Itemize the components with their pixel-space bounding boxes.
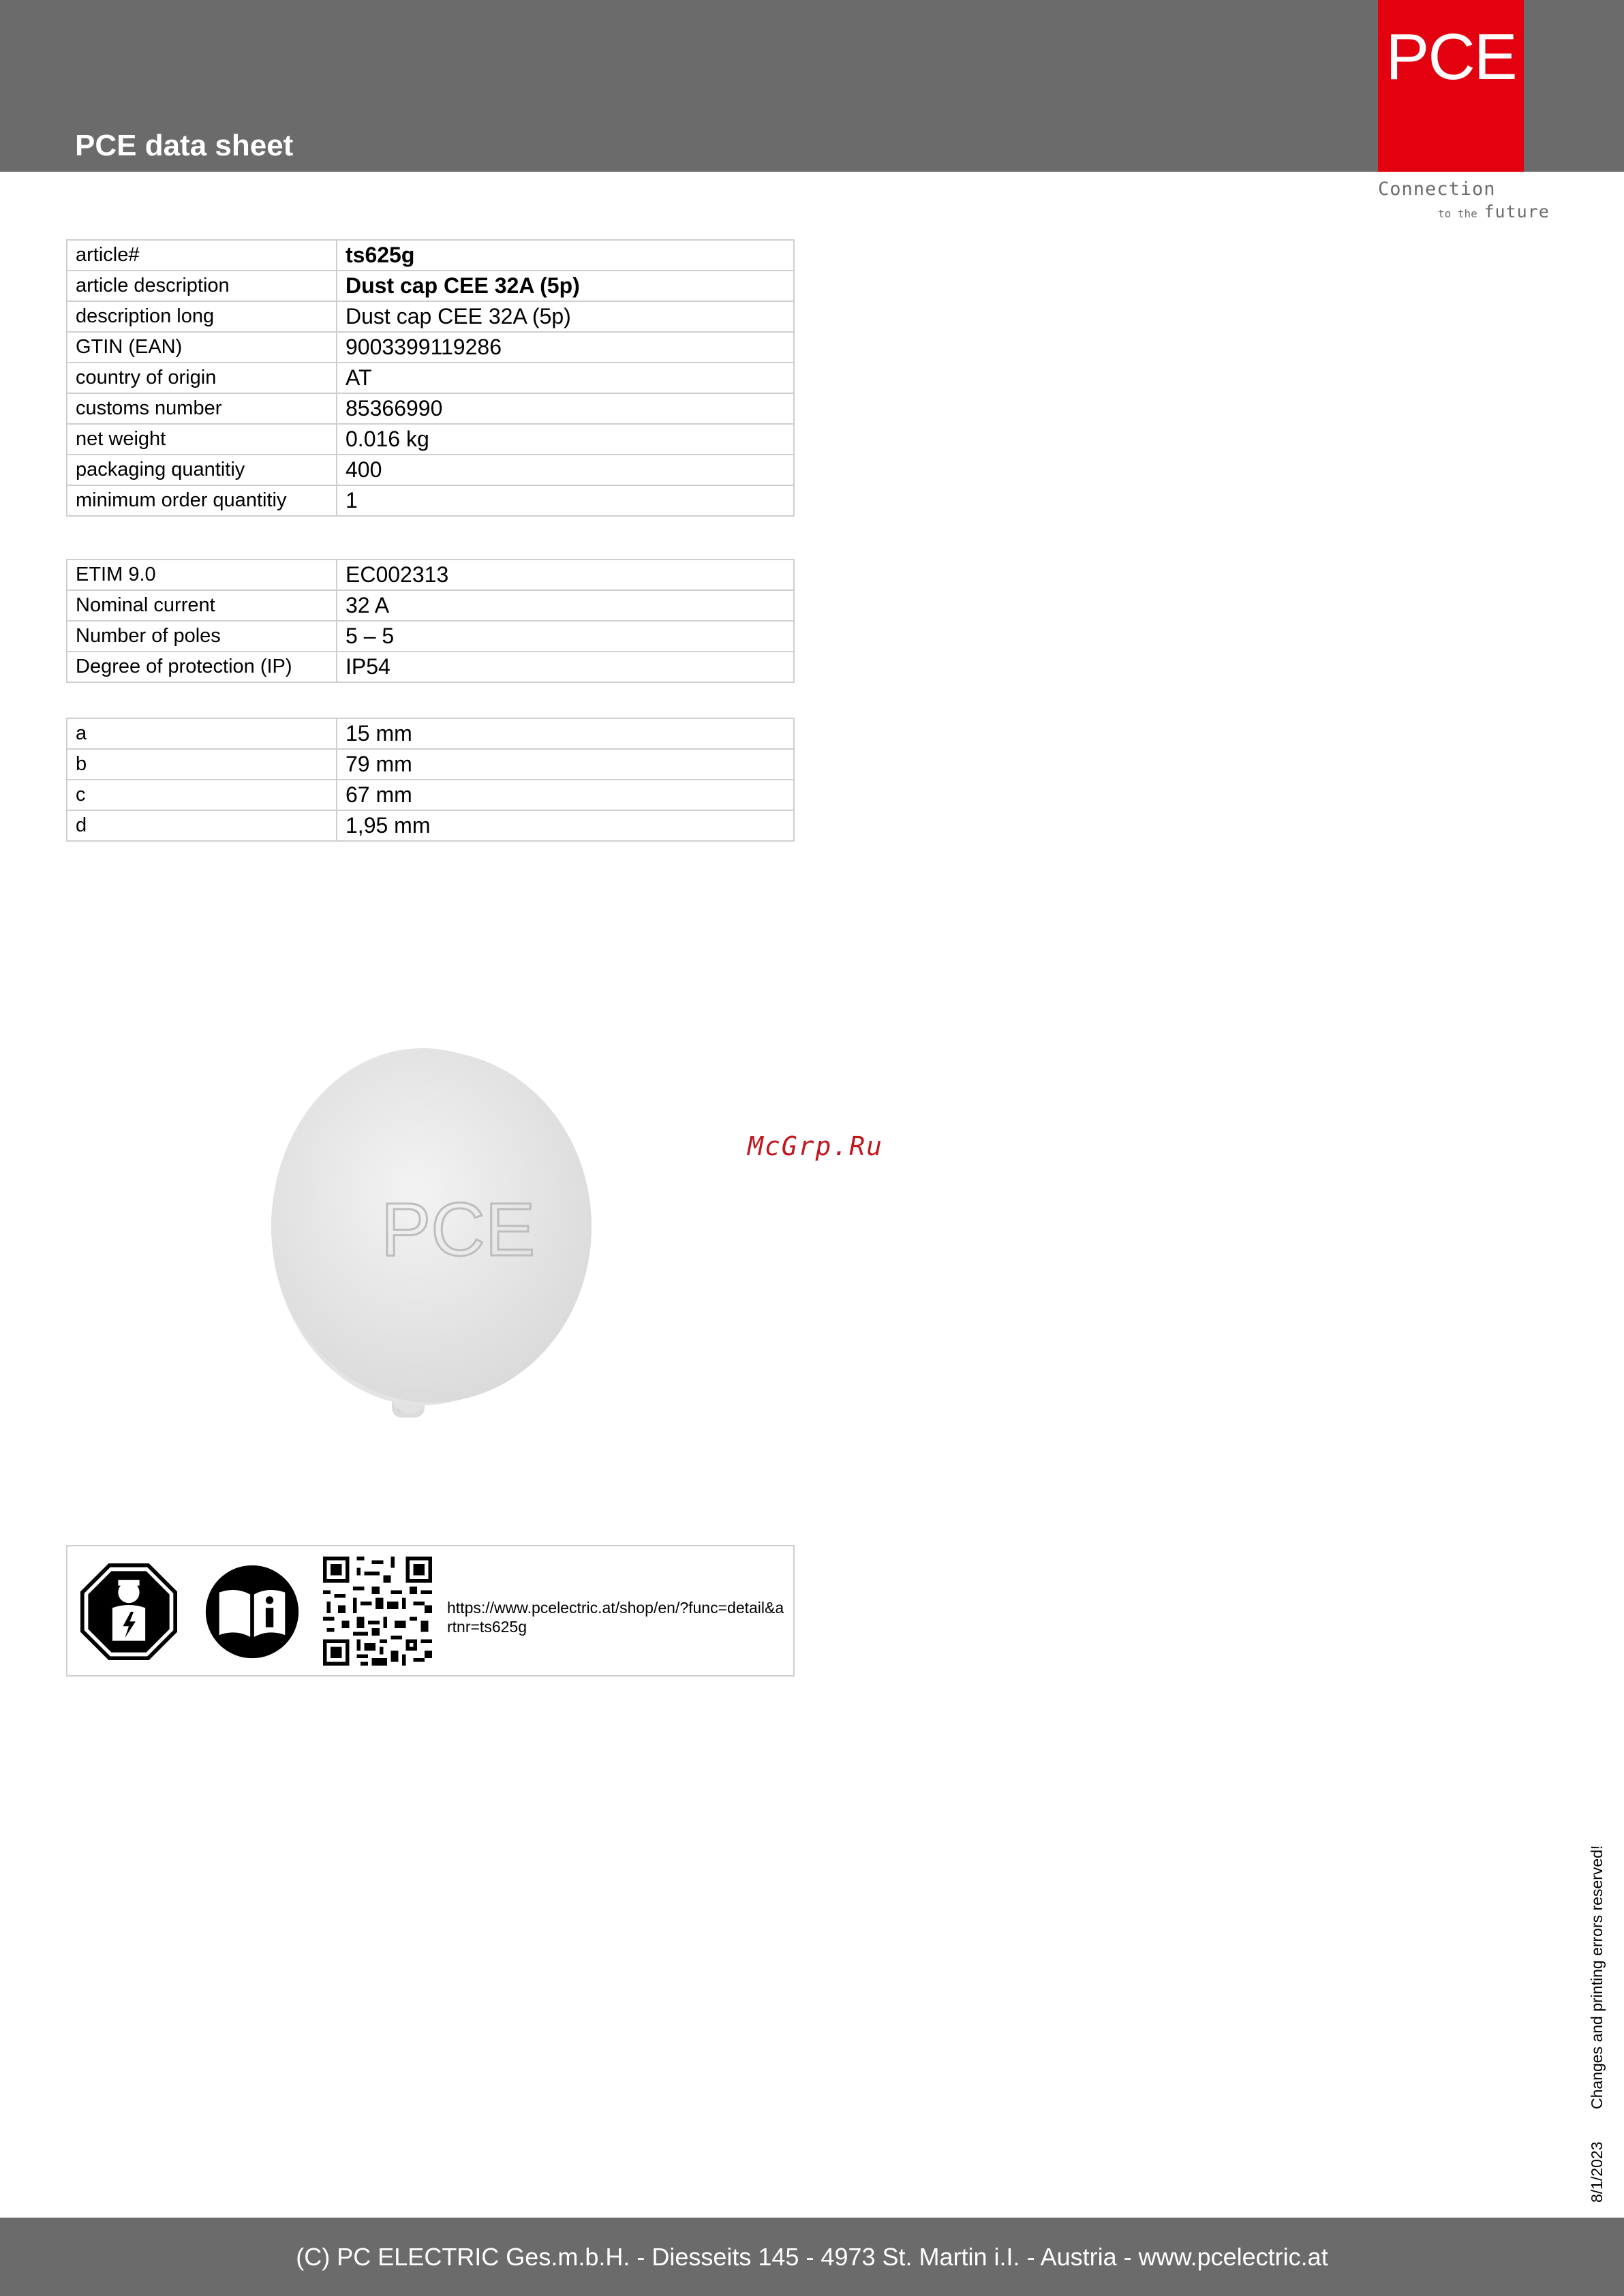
footer-band xyxy=(0,2218,1624,2296)
watermark: McGrp.Ru xyxy=(748,1131,884,1161)
row-value: 79 mm xyxy=(337,749,794,780)
article-table xyxy=(66,239,795,517)
logo-text: PCE xyxy=(1385,20,1516,93)
row-value: 400 xyxy=(337,455,794,485)
row-value: 15 mm xyxy=(337,718,794,749)
brand-logo xyxy=(1378,0,1524,172)
product-url-link[interactable]: https://www.pcelectric.at/shop/en/?func=detail&artnr=ts625g xyxy=(447,1599,784,1636)
tagline-connection: Connection xyxy=(1378,179,1496,200)
row-value: 32 A xyxy=(337,590,794,621)
row-label: b xyxy=(67,749,337,780)
table-row xyxy=(67,718,794,749)
row-label: GTIN (EAN) xyxy=(67,332,337,363)
table-row xyxy=(67,393,794,424)
read-manual-icon xyxy=(204,1563,301,1660)
table-row xyxy=(67,271,794,301)
etim-table xyxy=(66,559,795,683)
cap-logo-emboss: PCE xyxy=(380,1188,536,1272)
row-label: minimum order quantitiy xyxy=(67,485,337,516)
row-label: c xyxy=(67,780,337,810)
table-row xyxy=(67,240,794,271)
row-label: country of origin xyxy=(67,363,337,393)
tagline-small: to the xyxy=(1438,207,1477,220)
electrician-warning-icon xyxy=(80,1563,177,1660)
table-row xyxy=(67,652,794,682)
row-value: Dust cap CEE 32A (5p) xyxy=(337,271,794,301)
table-row xyxy=(67,455,794,485)
row-value: 0.016 kg xyxy=(337,424,794,455)
page-title: PCE data sheet xyxy=(75,129,294,162)
row-label: a xyxy=(67,718,337,749)
info-box xyxy=(66,1545,795,1677)
table-row xyxy=(67,301,794,332)
row-label: ETIM 9.0 xyxy=(67,560,337,590)
product-image xyxy=(269,1029,603,1452)
table-row xyxy=(67,780,794,810)
row-label: customs number xyxy=(67,393,337,424)
table-row xyxy=(67,332,794,363)
tagline-big: future xyxy=(1484,202,1550,221)
row-label: article description xyxy=(67,271,337,301)
table-row xyxy=(67,810,794,841)
tagline-future xyxy=(1438,202,1550,221)
row-label: Nominal current xyxy=(67,590,337,621)
table-row xyxy=(67,363,794,393)
row-label: packaging quantitiy xyxy=(67,455,337,485)
row-value: 1,95 mm xyxy=(337,810,794,841)
row-label: description long xyxy=(67,301,337,332)
row-value: 85366990 xyxy=(337,393,794,424)
table-row xyxy=(67,485,794,516)
row-label: Number of poles xyxy=(67,621,337,652)
row-value: IP54 xyxy=(337,652,794,682)
print-date: 8/1/2023 xyxy=(1588,2141,1606,2203)
table-row xyxy=(67,590,794,621)
row-value: AT xyxy=(337,363,794,393)
row-value: 5 – 5 xyxy=(337,621,794,652)
table-row xyxy=(67,621,794,652)
row-value: 9003399119286 xyxy=(337,332,794,363)
row-label: net weight xyxy=(67,424,337,455)
row-value: 1 xyxy=(337,485,794,516)
disclaimer-note: Changes and printing errors reserved! xyxy=(1588,1845,1606,2109)
row-label: Degree of protection (IP) xyxy=(67,652,337,682)
row-value: Dust cap CEE 32A (5p) xyxy=(337,301,794,332)
row-value: 67 mm xyxy=(337,780,794,810)
dimension-table xyxy=(66,718,795,842)
row-label: article# xyxy=(67,240,337,271)
table-row xyxy=(67,424,794,455)
row-value: ts625g xyxy=(337,240,794,271)
qr-code-icon[interactable] xyxy=(323,1557,432,1666)
table-row xyxy=(67,560,794,590)
footer-address: (C) PC ELECTRIC Ges.m.b.H. - Diesseits 145 - 4973 St. Martin i.I. - Austria - www.pcelectric.at xyxy=(296,2242,1328,2271)
row-label: d xyxy=(67,810,337,841)
table-row xyxy=(67,749,794,780)
row-value: EC002313 xyxy=(337,560,794,590)
